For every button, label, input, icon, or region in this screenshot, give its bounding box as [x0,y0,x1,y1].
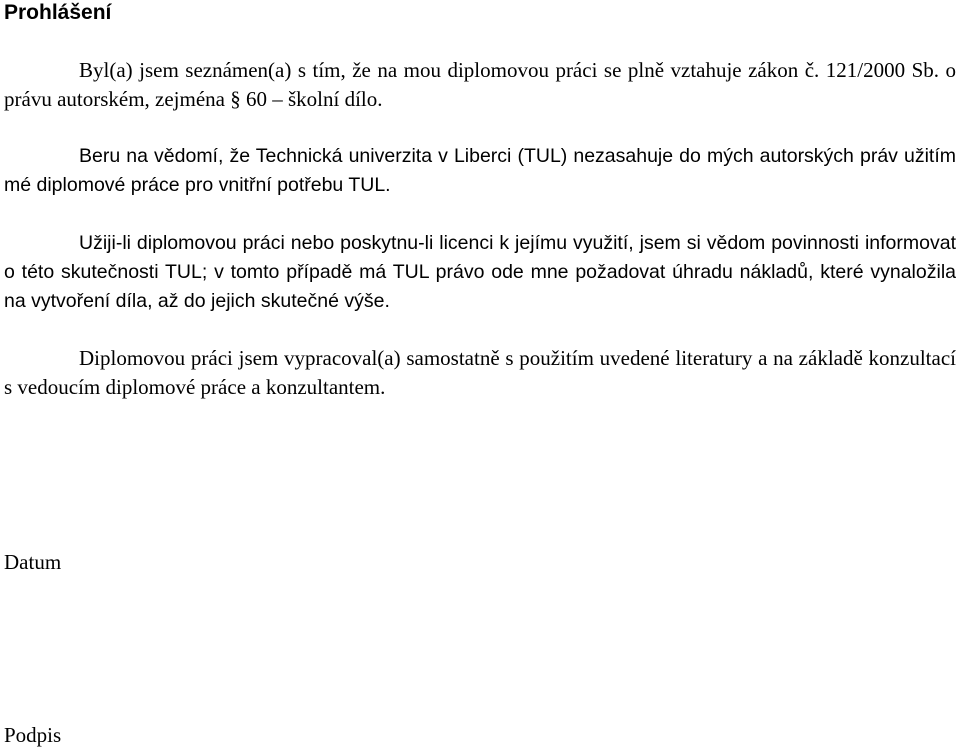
paragraph-independent-work: Diplomovou práci jsem vypracoval(a) samostatně s použitím uvedené literatury a na základě konzultací s vedoucím diplomové práce a konzultantem. [4,346,956,399]
paragraph-tul-rights: Beru na vědomí, že Technická univerzita v Liberci (TUL) nezasahuje do mých autorských práv užitím mé diplomové práce pro vnitřní potřebu TUL. [4,145,956,196]
paragraph-license-obligation: Užiji-li diplomovou práci nebo poskytnu-li licenci k jejímu využití, jsem si vědom povinnosti informovat o této skutečnosti TUL; v tomto případě má TUL právo ode mne požadovat úhradu nákladů, které vynaložila na vytvoření díla, až do jejich skutečné výše. [4,232,956,312]
paragraph-copyright-law: Byl(a) jsem seznámen(a) s tím, že na mou diplomovou práci se plně vztahuje zákon č. 121/2000 Sb. o právu autorském, zejména § 60 – školní dílo. [4,58,956,111]
signature-label: Podpis [4,723,62,747]
date-label: Datum [4,550,62,574]
page-title: Prohlášení [4,1,112,24]
